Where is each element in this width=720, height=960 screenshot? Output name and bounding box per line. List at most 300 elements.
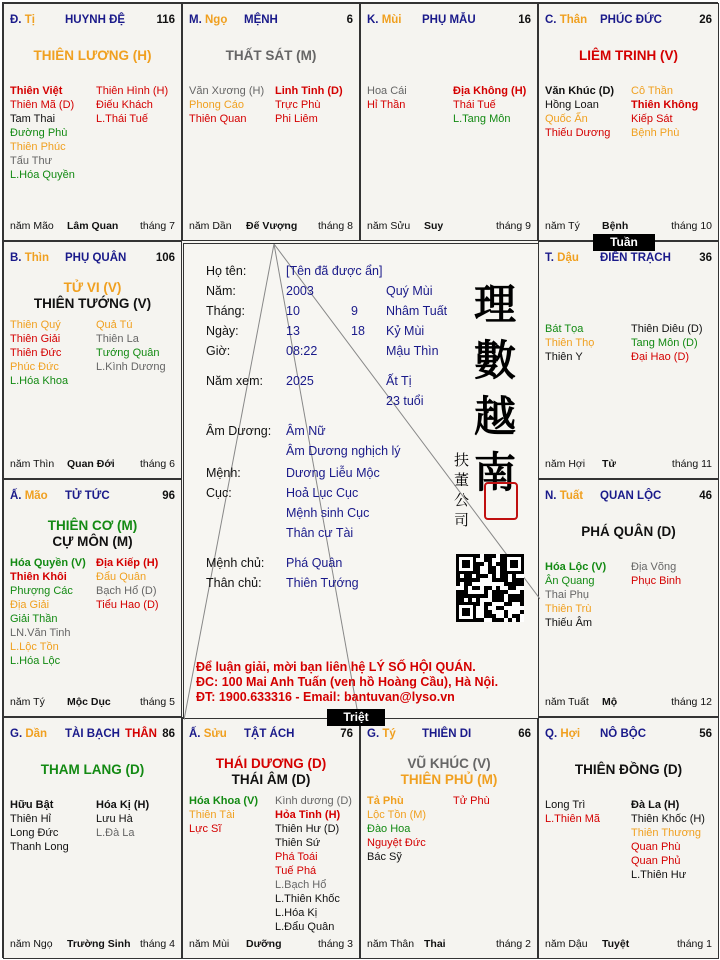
info-label: Họ tên:	[206, 264, 247, 278]
palace-number: 66	[518, 728, 531, 740]
calligraphy-char: 越	[474, 392, 517, 441]
palace-position	[189, 14, 227, 26]
minor-star: Văn Khúc (D)	[545, 85, 615, 97]
info-value: Âm Dương nghịch lý	[286, 444, 401, 458]
qr-code[interactable]	[456, 554, 524, 622]
right-star-list	[96, 556, 159, 612]
month-label: tháng 11	[671, 458, 712, 470]
can-chi-value: Nhâm Tuất	[386, 304, 448, 318]
palace-cell	[3, 717, 182, 959]
minor-star: Tuế Phá	[275, 865, 317, 877]
minor-star: Thiên Quý	[10, 319, 61, 331]
palace-header	[189, 14, 353, 30]
month-label: tháng 10	[671, 220, 712, 232]
minor-star: Đường Phù	[10, 127, 68, 139]
palace-branch: Thân	[559, 14, 588, 26]
info-label: Mệnh:	[206, 466, 241, 480]
palace-position	[367, 14, 402, 26]
palace-stem: G.	[10, 728, 23, 740]
palace-number: 46	[699, 490, 712, 502]
minor-star: Hỏa Tinh (H)	[275, 809, 341, 821]
palace-cell	[360, 3, 538, 241]
minor-star: Thiên Tài	[189, 809, 235, 821]
minor-star: Phong Cáo	[189, 99, 245, 111]
left-star-list	[367, 794, 426, 864]
minor-star: Văn Xương (H)	[189, 85, 265, 97]
palace-branch: Dậu	[557, 252, 579, 264]
can-chi-value: Mậu Thìn	[386, 344, 439, 358]
month-label: tháng 5	[139, 696, 175, 708]
life-stage: Quan Đới	[67, 458, 115, 470]
minor-star: Đẩu Quân	[96, 571, 147, 583]
palace-footer	[367, 220, 531, 234]
minor-star: Thiên Y	[545, 351, 583, 363]
year-label: năm Ngọ	[10, 938, 53, 950]
palace-branch: Mùi	[381, 14, 402, 26]
minor-star: L.Hóa Khoa	[10, 375, 69, 387]
minor-star: Hóa Khoa (V)	[189, 795, 259, 807]
minor-star: Địa Võng	[631, 561, 677, 573]
minor-star: L.Tang Môn	[453, 113, 511, 125]
year-label: năm Tý	[545, 220, 580, 232]
minor-star: Thiên Khốc (H)	[631, 813, 705, 825]
calligraphy-char: 南	[474, 448, 517, 497]
month-label: tháng 9	[495, 220, 531, 232]
main-star: PHÁ QUÂN (D)	[581, 524, 676, 539]
minor-star: Thiên Mã (D)	[10, 99, 75, 111]
minor-star: Thiên Không	[631, 99, 699, 111]
life-stage: Thai	[424, 938, 446, 950]
palace-footer	[545, 696, 712, 710]
minor-star: L.Đà La	[96, 827, 135, 839]
palace-cell	[538, 241, 719, 479]
left-star-list	[545, 322, 594, 364]
palace-stem: C.	[545, 14, 557, 26]
palace-header	[10, 252, 175, 268]
palace-footer	[189, 220, 353, 234]
info-value: Âm Nữ	[286, 424, 326, 438]
right-star-list	[275, 84, 343, 126]
minor-star: Cô Thần	[631, 85, 673, 97]
minor-star: Kình dương (D)	[275, 795, 352, 807]
palace-position	[367, 728, 396, 740]
right-star-list	[96, 84, 168, 126]
minor-star: Tướng Quân	[96, 347, 160, 359]
minor-star: Tử Phù	[453, 795, 490, 807]
palace-position	[10, 252, 49, 264]
month-label: tháng 1	[676, 938, 712, 950]
info-label: Năm:	[206, 284, 236, 298]
palace-stem: T.	[545, 252, 554, 264]
minor-star: Địa Không (H)	[453, 85, 527, 97]
palace-cell	[182, 717, 360, 959]
main-star: THAM LANG (D)	[40, 762, 145, 777]
life-stage: Tử	[602, 458, 617, 470]
palace-header	[10, 490, 175, 506]
month-label: tháng 4	[139, 938, 175, 950]
minor-star: L.Thiên Khốc	[275, 893, 340, 905]
main-star: THIÊN CƠ (M)	[47, 518, 138, 533]
palace-footer	[10, 220, 175, 234]
left-star-list	[367, 84, 407, 112]
minor-star: Bạch Hổ (D)	[96, 585, 157, 597]
palace-stem: N.	[545, 490, 557, 502]
minor-star: Thiên Hình (H)	[96, 85, 169, 97]
info-value: 2003	[286, 284, 314, 298]
main-star: THIÊN PHỦ (M)	[400, 772, 498, 787]
left-star-list	[10, 84, 75, 182]
life-stage: Trường Sinh	[67, 938, 131, 950]
minor-star: Thiên Hỉ	[10, 813, 51, 825]
main-star: VŨ KHÚC (V)	[407, 756, 491, 771]
right-star-list	[96, 798, 149, 840]
minor-star: Địa Kiếp (H)	[96, 557, 159, 569]
minor-star: Thiên Quan	[189, 113, 247, 125]
minor-star: Lực Sĩ	[189, 823, 222, 835]
palace-branch: Thìn	[24, 252, 49, 264]
palace-branch: Sửu	[203, 728, 227, 740]
minor-star: Hoa Cái	[367, 85, 407, 97]
left-star-list	[10, 556, 86, 668]
palace-footer	[545, 220, 712, 234]
minor-star: Quan Phủ	[631, 855, 681, 867]
palace-stem: Đ.	[10, 14, 22, 26]
minor-star: Thiên Sứ	[275, 837, 321, 849]
right-star-list	[631, 322, 703, 364]
month-label: tháng 6	[139, 458, 175, 470]
minor-star: Thiên Hư (D)	[275, 823, 340, 835]
palace-branch: Hợi	[560, 728, 581, 740]
minor-star: Thiên Thương	[631, 827, 702, 839]
main-star: THIÊN ĐỒNG (D)	[574, 762, 683, 777]
palace-header	[545, 728, 712, 744]
left-star-list	[189, 794, 258, 836]
info-value: Phá Quân	[286, 556, 343, 570]
life-stage: Suy	[424, 220, 444, 232]
palace-name: TỬ TỨC	[65, 490, 110, 502]
info-value: Hoả Lục Cục	[286, 486, 359, 500]
minor-star: Lưu Hà	[96, 813, 133, 825]
minor-star: Bệnh Phù	[631, 127, 680, 139]
palace-position	[10, 14, 35, 26]
triet-tag: Triệt	[327, 709, 385, 726]
palace-name: PHỤ MẪU	[422, 14, 476, 26]
info-value: [Tên đã được ẩn]	[286, 264, 383, 278]
main-star: LIÊM TRINH (V)	[579, 48, 678, 63]
minor-star: Hóa Quyền (V)	[10, 557, 86, 569]
left-star-list	[545, 798, 600, 826]
palace-cell	[3, 241, 182, 479]
minor-star: Linh Tinh (D)	[275, 85, 343, 97]
right-star-list	[453, 84, 526, 126]
minor-star: Quan Phù	[631, 841, 681, 853]
palace-name: PHỤ QUÂN	[65, 252, 127, 264]
palace-footer	[10, 938, 175, 952]
palace-branch: Tý	[382, 728, 396, 740]
main-star: THÁI DƯƠNG (D)	[215, 756, 327, 771]
lunar-value: 18	[351, 324, 365, 338]
palace-stem: Ấ.	[189, 728, 201, 740]
palace-header	[545, 490, 712, 506]
info-value: Mệnh sinh Cục	[286, 506, 370, 520]
minor-star: Bác Sỹ	[367, 851, 402, 863]
info-value: Dương Liễu Mộc	[286, 466, 380, 480]
palace-position	[545, 490, 583, 502]
right-star-list	[631, 84, 698, 140]
life-stage: Mộc Dục	[67, 696, 111, 708]
tuan-tag: Tuần	[593, 234, 655, 251]
minor-star: L.Hóa Kị	[275, 907, 318, 919]
palace-position	[189, 728, 227, 740]
palace-footer	[545, 938, 712, 952]
left-star-list	[10, 798, 69, 854]
minor-star: Điếu Khách	[96, 99, 153, 111]
info-label: Ngày:	[206, 324, 239, 338]
minor-star: L.Thái Tuế	[96, 113, 148, 125]
right-star-list	[631, 798, 705, 882]
palace-cell	[360, 717, 538, 959]
minor-star: Địa Giải	[10, 599, 50, 611]
month-label: tháng 12	[671, 696, 712, 708]
left-star-list	[545, 84, 614, 140]
info-label: Cục:	[206, 486, 232, 500]
right-star-list	[96, 318, 166, 374]
calligraphy-char: 數	[474, 336, 517, 385]
minor-star: Long Trì	[545, 799, 586, 811]
minor-star: Thái Tuế	[453, 99, 496, 111]
center-info-panel	[183, 243, 539, 719]
main-star: TỬ VI (V)	[63, 280, 122, 295]
palace-cell	[3, 3, 182, 241]
minor-star: Ân Quang	[545, 575, 595, 587]
minor-star: Tam Thai	[10, 113, 56, 125]
year-label: năm Thìn	[10, 458, 55, 470]
minor-star: L.Thiên Hư	[631, 869, 687, 881]
palace-number: 106	[155, 252, 175, 264]
minor-star: Hóa Lộc (V)	[545, 561, 607, 573]
minor-star: L.Thiên Mã	[545, 813, 601, 825]
minor-star: Thiên Khôi	[10, 571, 67, 583]
palace-footer	[545, 458, 712, 472]
minor-star: L.Kình Dương	[96, 361, 166, 373]
palace-stem: K.	[367, 14, 379, 26]
palace-cell	[538, 717, 719, 959]
minor-star: Phục Binh	[631, 575, 682, 587]
lunar-value: 9	[351, 304, 358, 318]
month-label: tháng 8	[317, 220, 353, 232]
palace-name: MỆNH	[244, 14, 278, 26]
life-stage: Bệnh	[602, 220, 629, 232]
minor-star: Thanh Long	[10, 841, 69, 853]
palace-number: 26	[699, 14, 712, 26]
minor-star: Thiếu Âm	[545, 617, 593, 629]
month-label: tháng 7	[139, 220, 175, 232]
can-chi-value: Ất Tị	[386, 374, 412, 388]
palace-name: TẬT ÁCH	[244, 728, 295, 740]
minor-star: Đào Hoa	[367, 823, 411, 835]
info-value: 13	[286, 324, 300, 338]
palace-position	[545, 728, 580, 740]
palace-name: NÔ BỘC	[600, 728, 646, 740]
info-value: 08:22	[286, 344, 318, 358]
minor-star: Thiếu Dương	[545, 127, 611, 139]
main-star: CỰ MÔN (M)	[52, 534, 133, 549]
right-star-list	[453, 794, 490, 808]
minor-star: Thiên Đức	[10, 347, 62, 359]
minor-star: Giải Thần	[10, 613, 58, 625]
palace-number: 6	[346, 14, 353, 26]
info-label: Mệnh chủ:	[206, 556, 265, 570]
life-stage: Mộ	[602, 696, 618, 708]
palace-branch: Tị	[24, 14, 35, 26]
main-star: THIÊN TƯỚNG (V)	[33, 296, 152, 311]
palace-name: ĐIỀN TRẠCH	[600, 252, 671, 264]
life-stage: Tuyệt	[602, 938, 630, 950]
palace-number: 116	[156, 14, 175, 26]
can-chi-value: 23 tuổi	[386, 394, 424, 408]
contact-line: ĐT: 1900.633316 - Email: bantuvan@lyso.vn	[196, 690, 455, 704]
info-value: 2025	[286, 374, 314, 388]
info-label: Tháng:	[206, 304, 245, 318]
main-star: THẤT SÁT (M)	[225, 48, 317, 63]
minor-star: Trực Phù	[275, 99, 321, 111]
minor-star: Hữu Bật	[10, 799, 54, 811]
palace-header	[545, 14, 712, 30]
year-label: năm Dậu	[545, 938, 588, 950]
palace-branch: Tuất	[559, 490, 584, 502]
info-label: Năm xem:	[206, 374, 263, 388]
minor-star: Lộc Tồn (M)	[367, 809, 427, 821]
calligraphy-char: 理	[474, 280, 517, 329]
minor-star: Thiên La	[96, 333, 139, 345]
minor-star: Thiên Phúc	[10, 141, 66, 153]
minor-star: Tả Phù	[367, 795, 404, 807]
palace-name: TÀI BẠCH	[65, 728, 120, 740]
palace-header	[189, 728, 353, 744]
minor-star: Thiên Giải	[10, 333, 61, 345]
palace-stem: Q.	[545, 728, 558, 740]
minor-star: Đại Hao (D)	[631, 351, 690, 363]
year-label: năm Tuất	[545, 696, 589, 708]
palace-footer	[10, 696, 175, 710]
calligraphy-small-char: 扶	[454, 451, 470, 469]
main-star: THÁI ÂM (D)	[231, 772, 311, 787]
minor-star: Quốc Ấn	[545, 113, 588, 125]
info-value: Thiên Tướng	[286, 576, 359, 590]
palace-position	[545, 252, 579, 264]
palace-cell	[3, 479, 182, 717]
calligraphy-small-char: 董	[454, 471, 470, 489]
palace-branch: Dần	[25, 728, 48, 740]
minor-star: Thiên Thọ	[545, 337, 595, 349]
right-star-list	[631, 560, 681, 588]
year-label: năm Tý	[10, 696, 45, 708]
minor-star: Quả Tú	[96, 319, 133, 331]
year-label: năm Mùi	[189, 938, 230, 950]
year-label: năm Mão	[10, 220, 54, 232]
minor-star: Phi Liêm	[275, 113, 318, 125]
calligraphy-small-char: 司	[454, 511, 470, 529]
minor-star: Tấu Thư	[10, 155, 53, 167]
life-stage: Lâm Quan	[67, 220, 119, 232]
minor-star: Đà La (H)	[631, 799, 680, 811]
palace-number: 86	[162, 728, 175, 740]
palace-header	[10, 14, 175, 30]
palace-stem: G.	[367, 728, 380, 740]
info-label: Thân chủ:	[206, 576, 262, 590]
contact-line: ĐC: 100 Mai Anh Tuấn (ven hồ Hoàng Cầu), Hà Nội.	[196, 675, 499, 689]
palace-footer	[189, 938, 353, 952]
palace-name: PHÚC ĐỨC	[600, 14, 662, 26]
year-label: năm Dần	[189, 220, 232, 232]
minor-star: L.Lộc Tồn	[10, 641, 59, 653]
life-stage: Đế Vượng	[246, 220, 298, 232]
contact-line: Để luận giải, mời bạn liên hệ LÝ SỐ HỘI QUÁN.	[196, 660, 476, 674]
palace-number: 96	[162, 490, 175, 502]
info-value: Thân cư Tài	[286, 526, 354, 540]
calligraphy-small-char: 公	[454, 491, 470, 509]
palace-branch: Mão	[24, 490, 48, 502]
minor-star: Bát Tọa	[545, 323, 584, 335]
palace-name: HUYNH ĐỆ	[65, 14, 126, 26]
palace-position	[545, 14, 587, 26]
horoscope-chart	[2, 2, 718, 958]
palace-number: 36	[699, 252, 712, 264]
minor-star: Phúc Đức	[10, 361, 59, 373]
palace-stem: B.	[10, 252, 22, 264]
minor-star: L.Hóa Quyền	[10, 169, 75, 181]
red-seal-stamp	[484, 482, 518, 520]
palace-stem: M.	[189, 14, 202, 26]
palace-position	[10, 490, 48, 502]
palace-cell	[538, 3, 719, 241]
palace-stem: Ấ.	[10, 490, 22, 502]
year-label: năm Sửu	[367, 220, 411, 232]
minor-star: Phá Toái	[275, 851, 318, 863]
left-star-list	[189, 84, 264, 126]
minor-star: Hóa Kị (H)	[96, 799, 150, 811]
palace-branch: Ngọ	[204, 14, 228, 26]
minor-star: Tang Môn (D)	[631, 337, 698, 349]
info-label: Giờ:	[206, 344, 231, 358]
left-star-list	[10, 318, 68, 388]
right-star-list	[275, 794, 352, 934]
life-stage: Dưỡng	[246, 938, 282, 950]
palace-footer	[10, 458, 175, 472]
palace-number: 16	[518, 14, 531, 26]
can-chi-value: Kỷ Mùi	[386, 324, 425, 338]
minor-star: Hồng Loan	[545, 99, 599, 111]
palace-header	[545, 252, 712, 268]
than-marker: THÂN	[125, 728, 157, 740]
palace-name: QUAN LỘC	[600, 490, 662, 502]
year-label: năm Thân	[367, 938, 415, 950]
palace-cell	[538, 479, 719, 717]
minor-star: Tiểu Hao (D)	[96, 599, 159, 611]
main-star: THIÊN LƯƠNG (H)	[33, 48, 152, 63]
year-label: năm Hợi	[545, 458, 586, 470]
minor-star: L.Bạch Hổ	[275, 879, 327, 891]
minor-star: Thiên Trù	[545, 603, 592, 615]
palace-header	[10, 728, 175, 744]
palace-footer	[367, 938, 531, 952]
info-value: 10	[286, 304, 300, 318]
can-chi-value: Quý Mùi	[386, 284, 433, 298]
minor-star: L.Đẩu Quân	[275, 921, 335, 933]
month-label: tháng 2	[495, 938, 531, 950]
info-label: Âm Dương:	[206, 424, 272, 438]
minor-star: L.Hóa Lộc	[10, 655, 61, 667]
